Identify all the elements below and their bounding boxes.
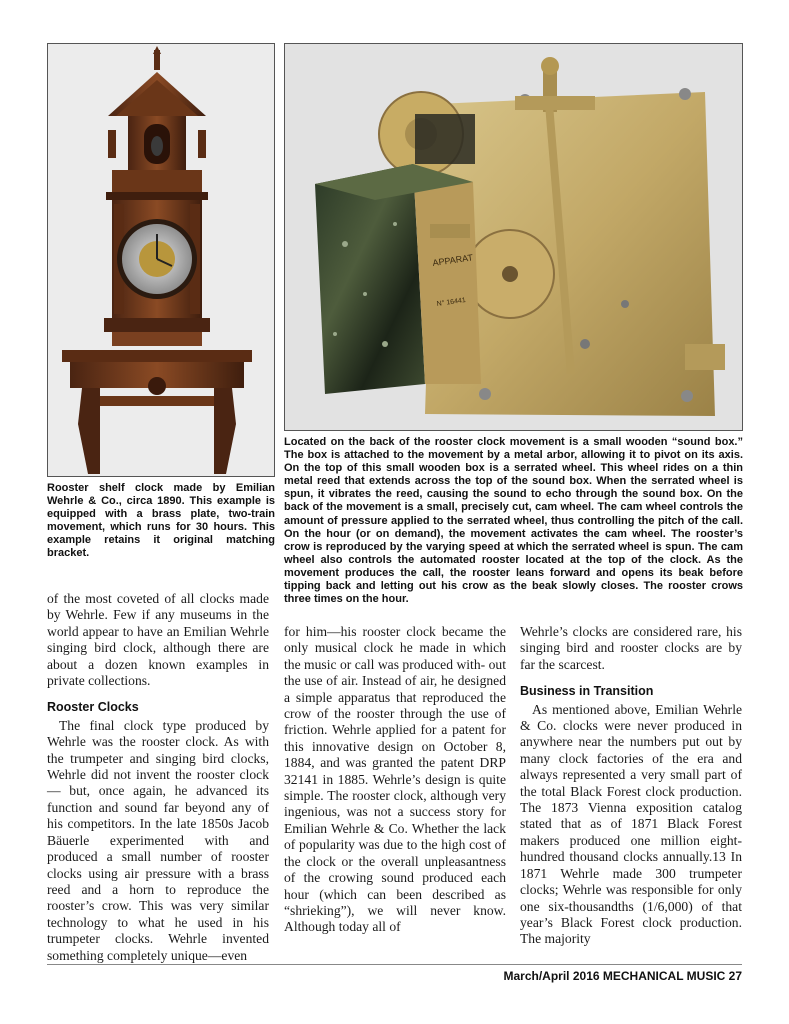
text-column-1 bbox=[47, 591, 269, 964]
column-1-body: The final clock type produced by Wehrle was the rooster clock. As with the trumpeter and singing bird clocks, Wehrle did not invent the rooster clock — but, once again, he advanced its function and sound far beyond any of his competitors. In the late 1850s Jacob Bäuerle experimented with and produced a small number of rooster clocks using air pressure with a brass reed and a horn to reproduce the rooster’s crow. This was very similar technology to what he used in his trumpeter clocks. Wehrle invented something completely unique—even bbox=[47, 717, 269, 963]
sound-box-number: N° 16441 bbox=[436, 296, 467, 308]
left-photo-caption: Rooster shelf clock made by Emilian Wehrle & Co., circa 1890. This example is equipped with a brass plate, two-train movement, which runs for 30 hours. This example retains it original matching bracket. bbox=[47, 482, 275, 560]
sound-box-label: APPARAT bbox=[431, 252, 474, 268]
column-1-intro: of the most coveted of all clocks made by Wehrle. Few if any museums in the world appear to have an Emilian Wehrle singing bird clock, although there are about a dozen known examples in private collections. bbox=[47, 591, 269, 689]
page-footer: March/April 2016 MECHANICAL MUSIC 27 bbox=[503, 969, 742, 983]
column-3-intro: Wehrle’s clocks are considered rare, his singing bird and rooster clocks are by far the scarcest. bbox=[520, 624, 742, 672]
footer-rule bbox=[47, 964, 742, 965]
section-heading-rooster-clocks: Rooster Clocks bbox=[47, 700, 139, 715]
rooster-clock-illustration bbox=[48, 44, 274, 476]
movement-illustration bbox=[285, 44, 742, 430]
rooster-clock-photo bbox=[47, 43, 275, 477]
text-column-2 bbox=[284, 624, 506, 936]
column-3-body: As mentioned above, Emilian Wehrle & Co. clocks were never produced in anywhere near the numbers put out by many clock factories of the era and always represented a very small part of the total Black Forest clock production. The 1873 Vienna exposition catalog stated that as of 1871 Black Forest makers produced one million eight-hundred thousand clocks annually.13 In 1871 Wehrle made 300 trumpeter clocks; Wehrle was responsible for only one six-thousandths (1/6,000) of that year’s Black Forest clock production. The majority bbox=[520, 701, 742, 947]
text-column-3 bbox=[520, 624, 742, 948]
section-heading-business-in-transition: Business in Transition bbox=[520, 684, 654, 699]
column-2-body: for him—his rooster clock became the only musical clock he made in which the music or call was produced with- out the use of air. Instead of air, he designed a simple apparatus that reproduced the crow of the rooster through the use of friction. Wehrle applied for a patent for this innovative design on October 8, 1884, and was granted the patent DRP 32141 in 1885. Wehrle’s design is quite simple. The rooster clock, although very ingenious, was not a success story for Emilian Wehrle & Co. Whether the lack of popularity was due to the high cost of the clock or the overall unpleasantness of the crowing sound produced each hour (which can been described as “shrieking”), we will never know. Although today all of bbox=[284, 624, 506, 935]
right-photo-caption: Located on the back of the rooster clock movement is a small wooden “sound box.” The box is attached to the movement by a metal arbor, allowing it to pivot on its axis. On the top of this small wooden box is a serrated wheel. This wheel rides on a thin metal reed that extends across the top of the sound box. When the serrated wheel is spun, it vibrates the reed, causing the sound to echo through the sound box. On the back of the movement is a small, precisely cut, cam wheel. The cam wheel controls the amount of pressure applied to the serrated wheel, thus controlling the pitch of the call. On the hour (or on demand), the movement activates the cam wheel. The rooster’s crow is reproduced by the varying speed at which the serrated wheel is spun. The cam wheel also controls the automated rooster located at the top of the clock. As the movement produces the call, the rooster leans forward and opens its beak before tipping back and letting out his crow as the beak slowly closes. The rooster crows three times on the hour. bbox=[284, 436, 743, 606]
sound-box-movement-photo bbox=[284, 43, 743, 431]
